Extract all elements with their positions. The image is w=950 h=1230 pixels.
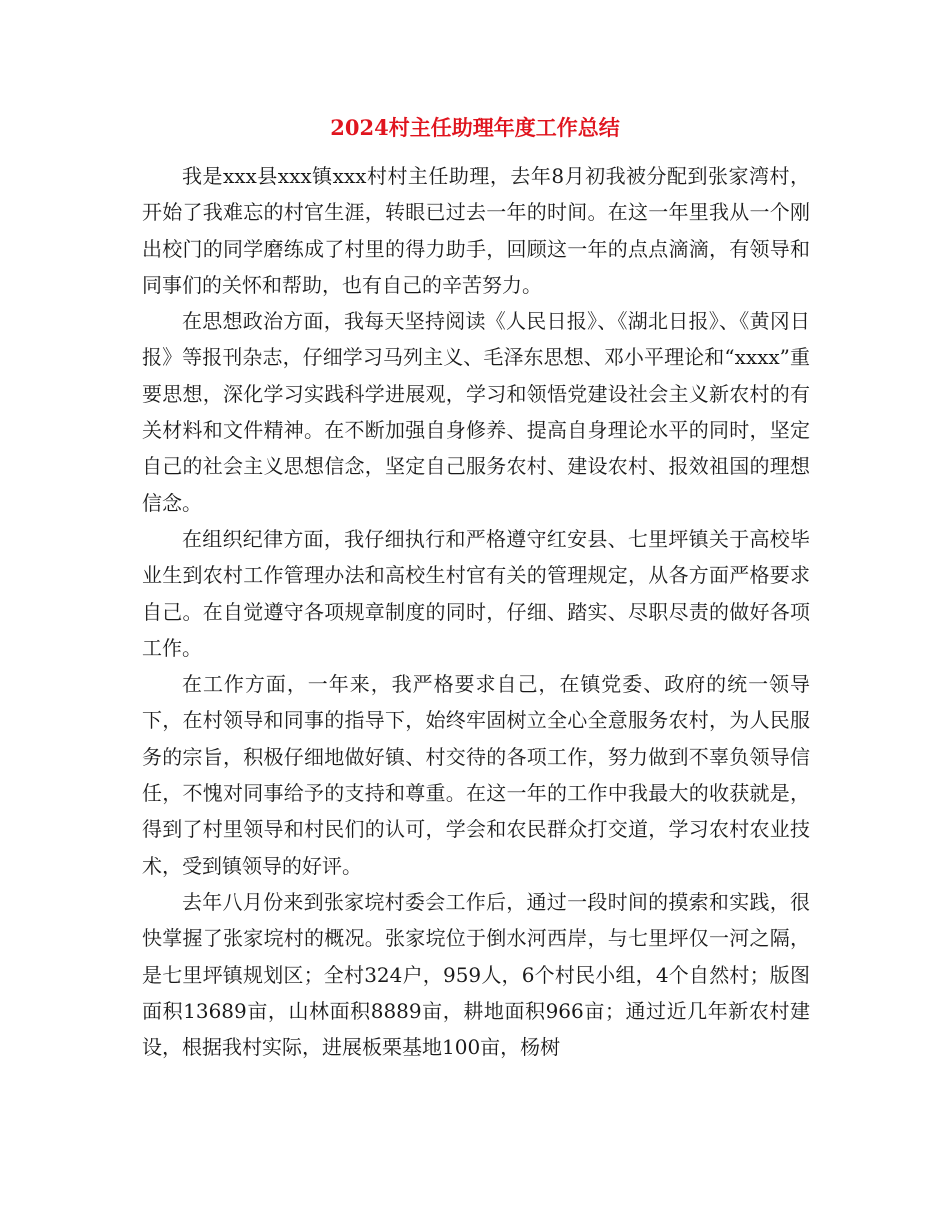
paragraph-discipline: 在组织纪律方面，我仔细执行和严格遵守红安县、七里坪镇关于高校毕业生到农村工作管理办法和高校生村官有关的管理规定，从各方面严格要求自己。在自觉遵守各项规章制度的同时，仔细、踏实、尽职尽责的做好各项工作。 xyxy=(142,526,810,660)
document-body xyxy=(142,158,810,1065)
paragraph-intro: 我是xxx县xxx镇xxx村村主任助理，去年8月初我被分配到张家湾村，开始了我难忘的村官生涯，转眼已过去一年的时间。在这一年里我从一个刚出校门的同学磨练成了村里的得力助手，回顾这一年的点点滴滴，有领导和同事们的关怀和帮助，也有自己的辛苦努力。 xyxy=(142,164,810,297)
paragraph-village-overview: 去年八月份来到张家垸村委会工作后，通过一段时间的摸索和实践，很快掌握了张家垸村的概况。张家垸位于倒水河西岸，与七里坪仅一河之隔，是七里坪镇规划区；全村324户，959人，6个村民小组，4个自然村；版图面积13689亩，山林面积8889亩，耕地面积966亩；通过近几年新农村建设，根据我村实际，进展板栗基地100亩，杨树 xyxy=(142,889,810,1060)
paragraph-political: 在思想政治方面，我每天坚持阅读《人民日报》、《湖北日报》、《黄冈日报》等报刊杂志，仔细学习马列主义、毛泽东思想、邓小平理论和“xxxx”重要思想，深化学习实践科学进展观，学习和领悟党建设社会主义新农村的有关材料和文件精神。在不断加强自身修养、提高自身理论水平的同时，坚定自己的社会主义思想信念，坚定自己服务农村、建设农村、报效祖国的理想信念。 xyxy=(142,309,810,515)
paragraph-work: 在工作方面，一年来，我严格要求自己，在镇党委、政府的统一领导下，在村领导和同事的指导下，始终牢固树立全心全意服务农村，为人民服务的宗旨，积极仔细地做好镇、村交待的各项工作，努力做到不辜负领导信任，不愧对同事给予的支持和尊重。在这一年的工作中我最大的收获就是，得到了村里领导和村民们的认可，学会和农民群众打交道，学习农村农业技术，受到镇领导的好评。 xyxy=(142,672,810,878)
document-title: 2024村主任助理年度工作总结 xyxy=(330,115,620,140)
